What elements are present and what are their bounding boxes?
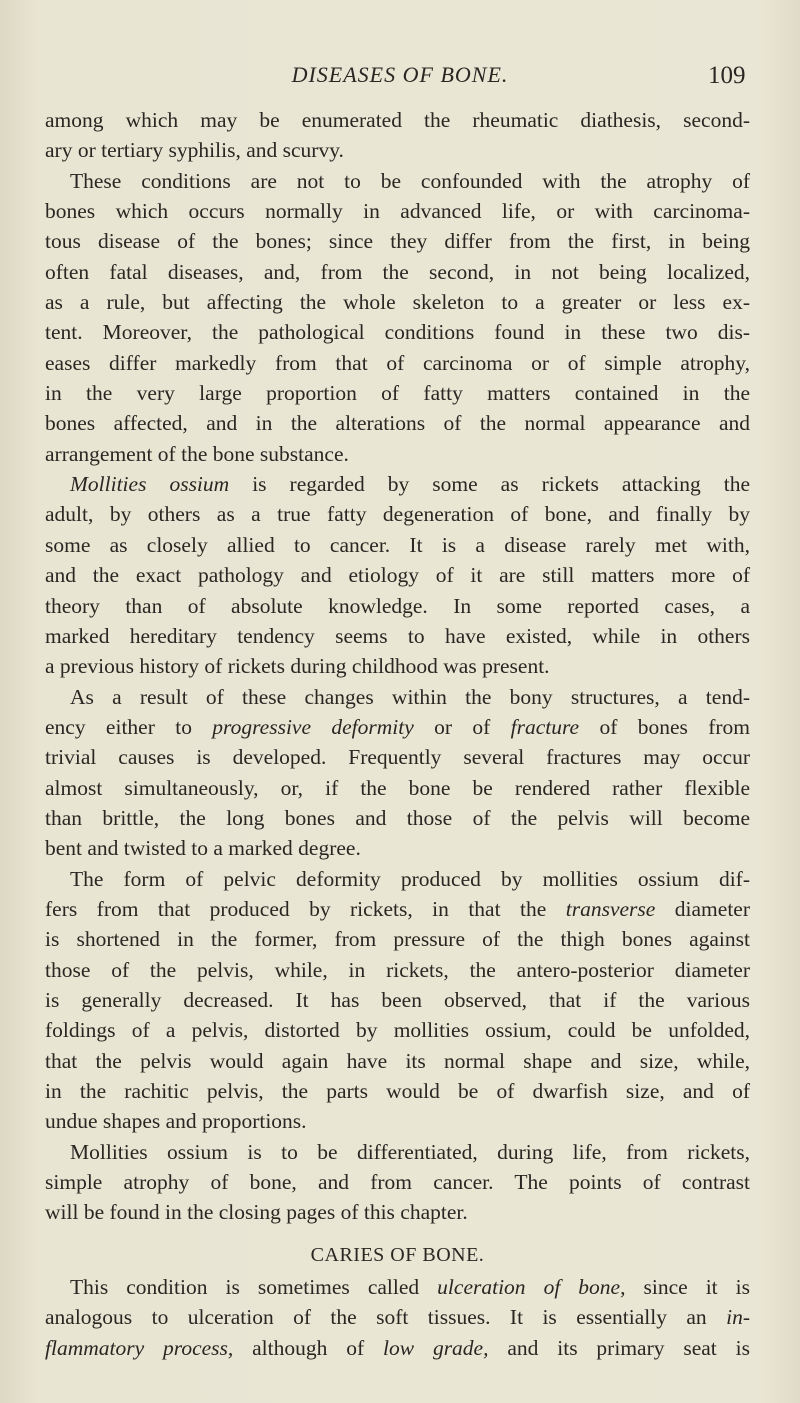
text-line: often fatal diseases, and, from the second, in not being localized, [45,259,750,284]
text-line: theory than of absolute knowledge. In some reported cases, a [45,593,750,618]
text-line: in the very large proportion of fatty matters contained in the [45,381,750,406]
text-line: that the pelvis would again have its normal shape and size, while, [45,1048,750,1073]
text-run: is regarded by some as rickets attacking the [229,472,750,497]
text-run: since it is [625,1275,751,1300]
text-line: The form of pelvic deformity produced by mollities ossium dif- [70,866,750,891]
text-line: among which may be enumerated the rheumatic diathesis, second- [45,108,750,132]
text-line: as a rule, but affecting the whole skeleton to a greater or less ex- [45,290,750,315]
text-line: foldings of a pelvis, distorted by mollities ossium, could be unfolded, [45,1018,750,1043]
text-line [45,712,750,742]
text-line [45,894,750,924]
text-line: trivial causes is developed. Frequently several fractures may occur [45,745,750,770]
running-head [0,62,800,96]
text-line: a previous history of rickets during childhood was present. [45,654,550,679]
text-line: tent. Moreover, the pathological conditions found in these two dis- [45,320,750,345]
italic-term: low grade, [383,1335,489,1360]
text-line: is generally decreased. It has been observed, that if the various [45,987,750,1012]
text-run: of bones from [579,714,750,739]
text-run: fers from that produced by rickets, in that the [45,896,566,921]
text-line: in the rachitic pelvis, the parts would be of dwarfish size, and of [45,1079,750,1103]
text-run: ency either to [45,714,213,739]
text-run: This condition is sometimes called [70,1275,438,1300]
running-title: DISEASES OF BONE. [291,62,509,87]
text-line: adult, by others as a true fatty degeneration of bone, and finally by [45,502,750,527]
text-line: These conditions are not to be confounded with the atrophy of [70,168,750,193]
text-line: simple atrophy of bone, and from cancer. The points of contrast [45,1170,750,1195]
text-line: undue shapes and proportions. [45,1109,307,1134]
text-line [45,1302,750,1332]
text-line: Mollities ossium is to be differentiated, during life, from rickets, [70,1139,750,1164]
text-run: diameter [655,896,750,921]
text-run: and its primary seat is [488,1335,750,1360]
text-run: or of [413,714,511,739]
section-heading: CARIES OF BONE. [310,1243,485,1266]
text-line [45,1272,750,1302]
text-line: bones affected, and in the alterations of the normal appearance and [45,411,750,436]
text-line: bones which occurs normally in advanced life, or with carcinoma- [45,199,750,224]
text-line: arrangement of the bone substance. [45,441,349,466]
text-line: ary or tertiary syphilis, and scurvy. [45,138,344,163]
italic-term: flammatory process, [45,1335,234,1360]
text-line [45,1333,750,1363]
text-line: tous disease of the bones; since they differ from the first, in being [45,229,750,254]
text-run: although of [233,1335,384,1360]
text-line: eases differ markedly from that of carcinoma or of simple atrophy, [45,350,750,375]
text-line: marked hereditary tendency seems to have existed, while in others [45,623,750,648]
text-line: is shortened in the former, from pressure of the thigh bones against [45,927,750,952]
text-line: and the exact pathology and etiology of it are still matters more of [45,563,750,588]
text-line [45,469,750,499]
page-number: 109 [708,62,746,89]
italic-term: fracture [510,714,580,739]
italic-term: transverse [565,896,656,921]
text-run: analogous to ulceration of the soft tissues. It is essentially an [45,1305,727,1330]
text-line: those of the pelvis, while, in rickets, the antero-posterior diameter [45,957,750,982]
italic-term: in- [726,1305,750,1330]
text-line: will be found in the closing pages of this chapter. [45,1200,468,1225]
text-line: almost simultaneously, or, if the bone be rendered rather flexible [45,775,750,800]
body-text [45,105,750,1363]
text-line: some as closely allied to cancer. It is a disease rarely met with, [45,532,750,557]
italic-term: ulceration of bone, [437,1275,626,1300]
text-line: As a result of these changes within the bony structures, a tend- [70,684,750,709]
text-line: than brittle, the long bones and those of the pelvis will become [45,805,750,830]
text-line: bent and twisted to a marked degree. [45,836,361,861]
italic-term: progressive deformity [212,714,414,739]
italic-term: Mollities ossium [70,472,230,497]
